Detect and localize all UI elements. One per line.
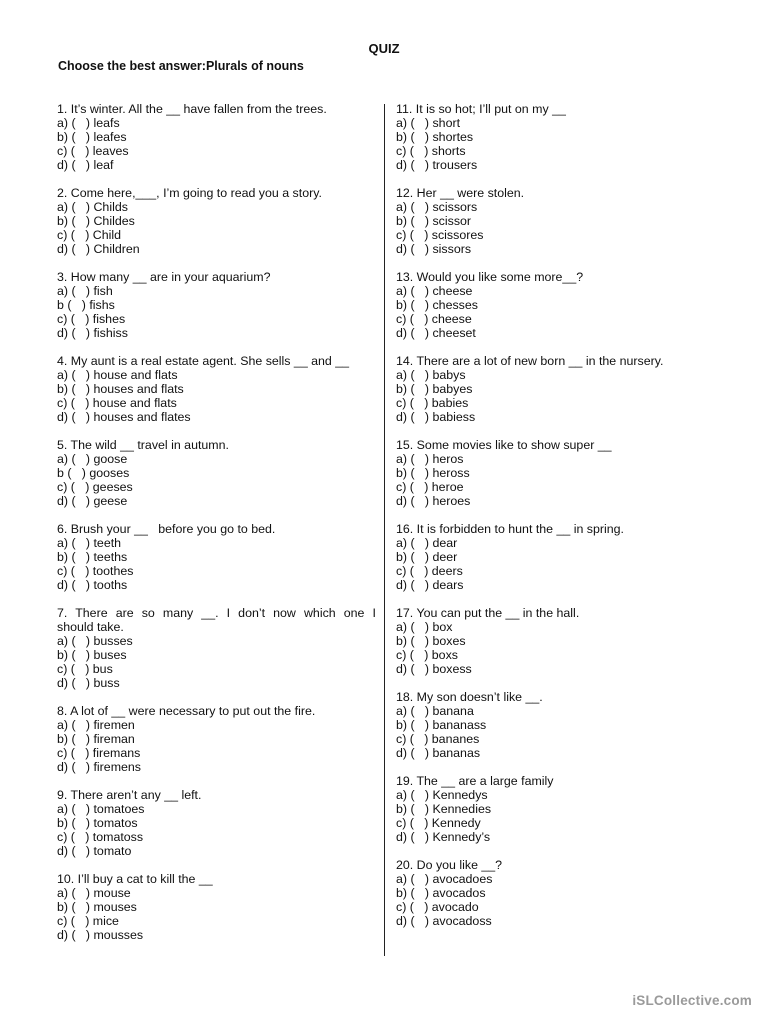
- answer-option[interactable]: c) ( ) boxs: [396, 648, 458, 662]
- question-block: [57, 606, 380, 690]
- question-text: 16. It is forbidden to hunt the __ in spring.: [396, 522, 624, 536]
- answer-option[interactable]: a) ( ) cheese: [396, 284, 473, 298]
- answer-option[interactable]: c) ( ) toothes: [57, 564, 134, 578]
- answer-option[interactable]: d) ( ) trousers: [396, 158, 478, 172]
- question-text: 4. My aunt is a real estate agent. She sells __ and __: [57, 354, 350, 368]
- answer-option[interactable]: b) ( ) mouses: [57, 900, 137, 914]
- answer-option[interactable]: c) ( ) shorts: [396, 144, 466, 158]
- question-text: 14. There are a lot of new born __ in the nursery.: [396, 354, 664, 368]
- question-text: 1. It’s winter. All the __ have fallen from the trees.: [57, 102, 327, 116]
- answer-option[interactable]: b) ( ) teeths: [57, 550, 128, 564]
- question-block: [396, 858, 716, 928]
- question-block: [57, 186, 376, 256]
- answer-option[interactable]: b ( ) gooses: [57, 466, 130, 480]
- question-text: 15. Some movies like to show super __: [396, 438, 612, 452]
- answer-option[interactable]: d) ( ) avocadoss: [396, 914, 492, 928]
- right-question-column: [396, 102, 716, 942]
- question-block: [57, 354, 376, 424]
- answer-option[interactable]: d) ( ) sissors: [396, 242, 472, 256]
- answer-option[interactable]: b) ( ) chesses: [396, 298, 478, 312]
- question-text: 2. Come here,___, I’m going to read you a story.: [57, 186, 322, 200]
- question-block: [396, 522, 716, 592]
- question-text: 9. There aren’t any __ left.: [57, 788, 202, 802]
- answer-option[interactable]: c) ( ) leaves: [57, 144, 129, 158]
- question-text: 6. Brush your __ before you go to bed.: [57, 522, 276, 536]
- answer-option[interactable]: c) ( ) avocado: [396, 900, 479, 914]
- answer-option[interactable]: d) ( ) Children: [57, 242, 140, 256]
- answer-option[interactable]: a) ( ) busses: [57, 634, 133, 648]
- answer-option[interactable]: c) ( ) deers: [396, 564, 463, 578]
- question-block: [57, 872, 376, 942]
- question-block: [396, 690, 716, 760]
- answer-option[interactable]: c) ( ) Child: [57, 228, 122, 242]
- answer-option[interactable]: b) ( ) heross: [396, 466, 470, 480]
- answer-option[interactable]: c) ( ) tomatoss: [57, 830, 144, 844]
- answer-option[interactable]: c) ( ) cheese: [396, 312, 472, 326]
- answer-option[interactable]: c) ( ) heroe: [396, 480, 464, 494]
- question-text: 7. There are so many __. I don’t now which one I should take.: [57, 606, 380, 634]
- answer-option[interactable]: d) ( ) geese: [57, 494, 128, 508]
- answer-option[interactable]: a) ( ) Kennedys: [396, 788, 488, 802]
- answer-option[interactable]: d) ( ) dears: [396, 578, 464, 592]
- question-block: [57, 438, 376, 508]
- answer-option[interactable]: a) ( ) goose: [57, 452, 128, 466]
- answer-option[interactable]: d) ( ) bananas: [396, 746, 481, 760]
- question-text: 5. The wild __ travel in autumn.: [57, 438, 229, 452]
- answer-option[interactable]: b) ( ) fireman: [57, 732, 135, 746]
- answer-option[interactable]: d) ( ) Kennedy’s: [396, 830, 491, 844]
- question-text: 12. Her __ were stolen.: [396, 186, 525, 200]
- answer-option[interactable]: b) ( ) babyes: [396, 382, 473, 396]
- answer-option[interactable]: d) ( ) leaf: [57, 158, 114, 172]
- question-text: 17. You can put the __ in the hall.: [396, 606, 580, 620]
- answer-option[interactable]: c) ( ) house and flats: [57, 396, 177, 410]
- watermark-footer: iSLCollective.com: [632, 993, 752, 1008]
- answer-option[interactable]: a) ( ) short: [396, 116, 461, 130]
- question-text: 20. Do you like __?: [396, 858, 503, 872]
- answer-option[interactable]: d) ( ) firemens: [57, 760, 141, 774]
- question-text: 18. My son doesn’t like __.: [396, 690, 543, 704]
- answer-option[interactable]: a) ( ) mouse: [57, 886, 131, 900]
- answer-option[interactable]: c) ( ) babies: [396, 396, 469, 410]
- answer-option[interactable]: b) ( ) buses: [57, 648, 127, 662]
- answer-option[interactable]: a) ( ) Childs: [57, 200, 128, 214]
- answer-option[interactable]: b) ( ) boxes: [396, 634, 466, 648]
- question-block: [57, 102, 376, 172]
- question-block: [57, 522, 376, 592]
- question-text: 10. I’ll buy a cat to kill the __: [57, 872, 213, 886]
- answer-option[interactable]: a) ( ) dear: [396, 536, 458, 550]
- question-text: 13. Would you like some more__?: [396, 270, 584, 284]
- question-text: 19. The __ are a large family: [396, 774, 554, 788]
- answer-option[interactable]: d) ( ) babiess: [396, 410, 476, 424]
- answer-option[interactable]: d) ( ) heroes: [396, 494, 471, 508]
- answer-option[interactable]: b) ( ) avocados: [396, 886, 486, 900]
- question-block: [396, 186, 716, 256]
- question-block: [396, 270, 716, 340]
- answer-option[interactable]: a) ( ) box: [396, 620, 453, 634]
- answer-option[interactable]: a) ( ) firemen: [57, 718, 135, 732]
- answer-option[interactable]: c) ( ) mice: [57, 914, 119, 928]
- question-block: [396, 774, 716, 844]
- answer-option[interactable]: b) ( ) Childes: [57, 214, 135, 228]
- question-text: 3. How many __ are in your aquarium?: [57, 270, 271, 284]
- answer-option[interactable]: c) ( ) bus: [57, 662, 113, 676]
- answer-option[interactable]: d) ( ) fishiss: [57, 326, 128, 340]
- answer-option[interactable]: d) ( ) tooths: [57, 578, 128, 592]
- answer-option[interactable]: c) ( ) fishes: [57, 312, 126, 326]
- answer-option[interactable]: b) ( ) deer: [396, 550, 458, 564]
- answer-option[interactable]: d) ( ) cheeset: [396, 326, 476, 340]
- answer-option[interactable]: d) ( ) mousses: [57, 928, 144, 942]
- answer-option[interactable]: c) ( ) geeses: [57, 480, 133, 494]
- answer-option[interactable]: a) ( ) leafs: [57, 116, 120, 130]
- answer-option[interactable]: b) ( ) Kennedies: [396, 802, 492, 816]
- answer-option[interactable]: c) ( ) firemans: [57, 746, 141, 760]
- answer-option[interactable]: b) ( ) scissor: [396, 214, 472, 228]
- answer-option[interactable]: a) ( ) teeth: [57, 536, 122, 550]
- answer-option[interactable]: b) ( ) leafes: [57, 130, 127, 144]
- answer-option[interactable]: c) ( ) Kennedy: [396, 816, 481, 830]
- question-block: [57, 270, 376, 340]
- column-divider: [384, 104, 385, 956]
- quiz-instructions: Choose the best answer:Plurals of nouns: [58, 59, 304, 73]
- answer-option[interactable]: c) ( ) scissores: [396, 228, 484, 242]
- question-block: [396, 606, 716, 676]
- question-block: [396, 438, 716, 508]
- question-block: [396, 102, 716, 172]
- answer-option[interactable]: a) ( ) scissors: [396, 200, 478, 214]
- answer-option[interactable]: d) ( ) boxess: [396, 662, 472, 676]
- question-block: [57, 788, 376, 858]
- question-block: [396, 354, 716, 424]
- answer-option[interactable]: a) ( ) heros: [396, 452, 464, 466]
- answer-option[interactable]: b) ( ) bananass: [396, 718, 487, 732]
- answer-option[interactable]: d) ( ) tomato: [57, 844, 132, 858]
- answer-option[interactable]: a) ( ) fish: [57, 284, 113, 298]
- answer-option[interactable]: b) ( ) shortes: [396, 130, 474, 144]
- question-text: 8. A lot of __ were necessary to put out the fire.: [57, 704, 316, 718]
- answer-option[interactable]: b ( ) fishs: [57, 298, 115, 312]
- answer-option[interactable]: d) ( ) buss: [57, 676, 120, 690]
- answer-option[interactable]: a) ( ) tomatoes: [57, 802, 145, 816]
- answer-option[interactable]: b) ( ) houses and flats: [57, 382, 184, 396]
- answer-option[interactable]: a) ( ) banana: [396, 704, 474, 718]
- answer-option[interactable]: d) ( ) houses and flates: [57, 410, 191, 424]
- left-question-column: [57, 102, 380, 956]
- answer-option[interactable]: c) ( ) bananes: [396, 732, 480, 746]
- question-text: 11. It is so hot; I’ll put on my __: [396, 102, 566, 116]
- answer-option[interactable]: a) ( ) babys: [396, 368, 466, 382]
- answer-option[interactable]: a) ( ) house and flats: [57, 368, 178, 382]
- quiz-title: QUIZ: [368, 41, 400, 56]
- question-block: [57, 704, 376, 774]
- answer-option[interactable]: b) ( ) tomatos: [57, 816, 138, 830]
- answer-option[interactable]: a) ( ) avocadoes: [396, 872, 493, 886]
